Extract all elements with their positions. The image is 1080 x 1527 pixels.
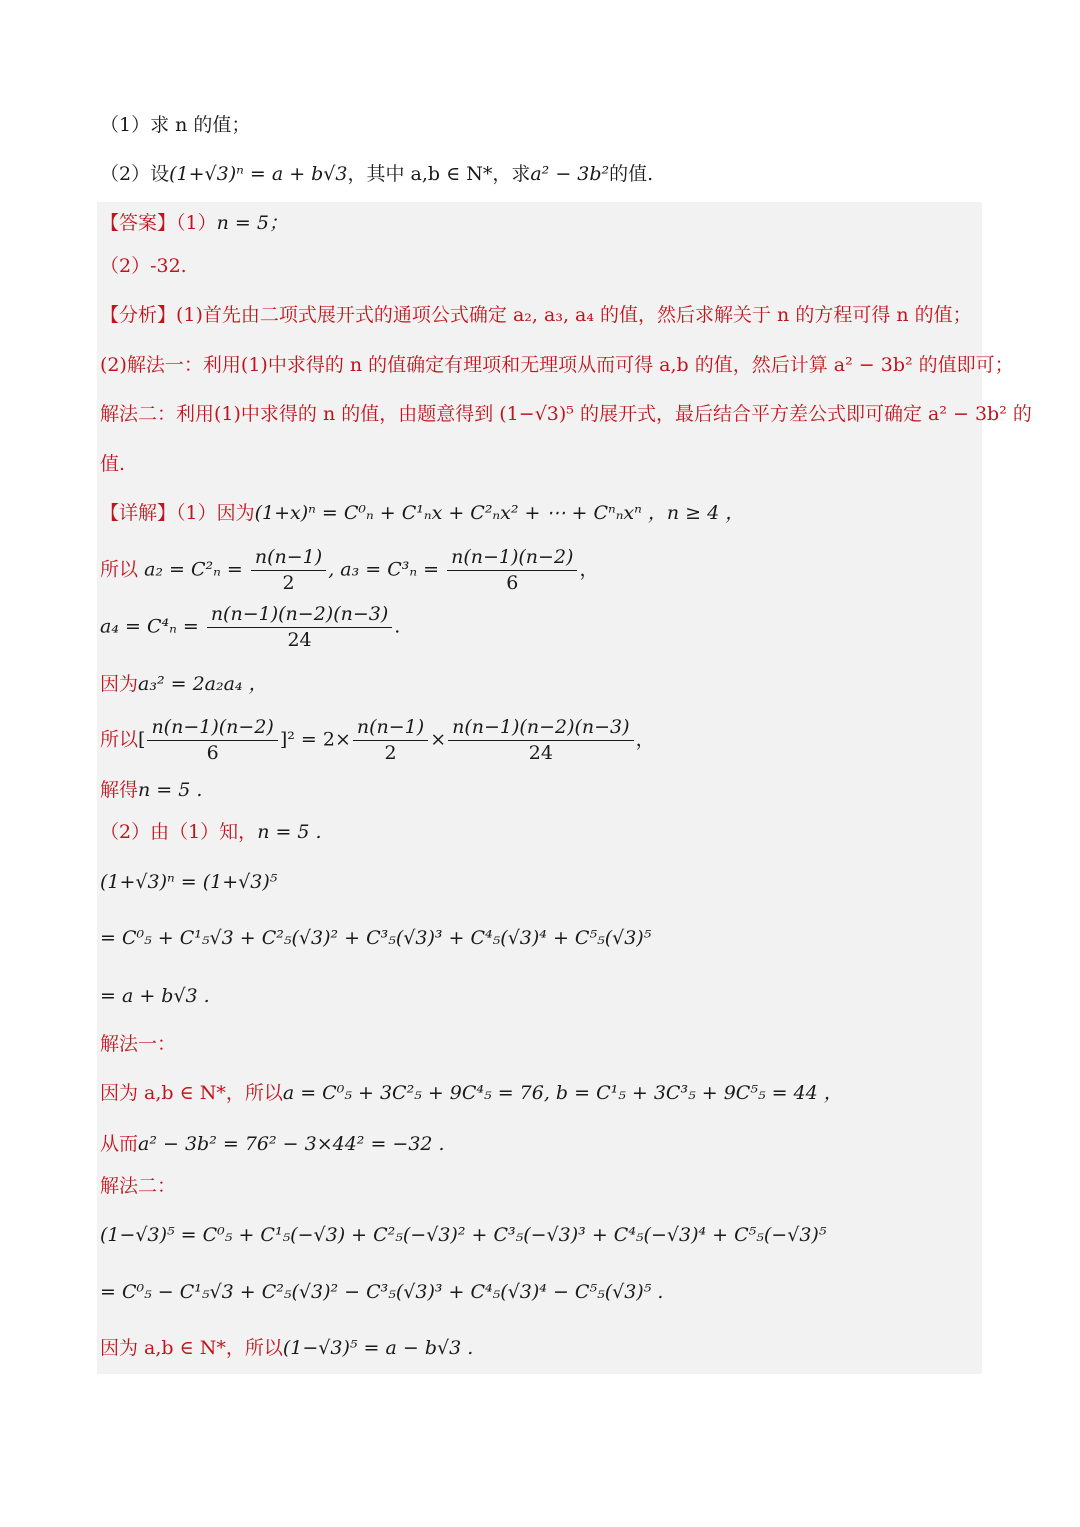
detail-line-9: = C⁰₅ + C¹₅√3 + C²₅(√3)² + C³₅(√3)³ + C⁴₅(√3)⁴ + C⁵₅(√3)⁵ [100,927,652,949]
detail-line-7: （2）由（1）知，n = 5 . [100,821,322,843]
fraction: $\frac{n(n-1)(n-2)(n-3)}{24}$ [207,603,392,652]
analysis-line-2: (2)解法一：利用(1)中求得的 n 的值确定有理项和无理项从而可得 a,b 的值，然后计算 a² − 3b² 的值即可； [100,354,1014,376]
method-2-title: 解法二： [100,1175,177,1197]
method-2-line-2: = C⁰₅ − C¹₅√3 + C²₅(√3)² − C³₅(√3)³ + C⁴₅(√3)⁴ − C⁵₅(√3)⁵ . [100,1281,664,1303]
detail-line-5: 所以[ $\frac{n(n-1)(n-2)}{6}$ ]² = 2× $\frac{n(n-1)}{2}$ × $\frac{n(n-1)(n-2)(n-3)}{24}$ ， [100,716,655,764]
fraction: $\frac{n(n-1)(n-2)(n-3)}{24}$ [448,716,633,765]
detail-line-6: 解得n = 5 . [100,779,203,801]
fraction: $\frac{n(n-1)}{2}$ [251,546,326,595]
method-2-line-3: 因为 a,b ∈ N*，所以(1−√3)⁵ = a − b√3 . [100,1337,474,1359]
detail-line-10: = a + b√3 . [100,985,210,1007]
solution-panel [97,202,982,1374]
analysis-line-3: 解法二：利用(1)中求得的 n 的值，由题意得到 (1−√3)⁵ 的展开式，最后结合平方差公式即可确定 a² − 3b² 的 [100,403,1032,425]
question-part2: （2）设(1+√3)ⁿ = a + b√3，其中 a,b ∈ N*，求a² − 3b²的值. [100,163,654,185]
analysis-line-4: 值. [100,453,126,475]
detail-line-8: (1+√3)ⁿ = (1+√3)⁵ [100,871,278,893]
detail-line-1: 【详解】（1）因为(1+x)ⁿ = C⁰ₙ + C¹ₙx + C²ₙx² + ⋯ + Cⁿₙxⁿ ，n ≥ 4 ， [100,502,745,524]
detail-line-2: 所以 a₂ = C²ₙ = $\frac{n(n-1)}{2}$ , a₃ = C³ₙ = $\frac{n(n-1)(n-2)}{6}$ ， [100,546,599,594]
method-1-line-2: 从而a² − 3b² = 76² − 3×44² = −32 . [100,1133,445,1155]
answer-line-2: （2）-32. [100,255,187,277]
method-1-line-1: 因为 a,b ∈ N*，所以a = C⁰₅ + 3C²₅ + 9C⁴₅ = 76, b = C¹₅ + 3C³₅ + 9C⁵₅ = 44 ， [100,1082,843,1104]
method-1-title: 解法一： [100,1033,177,1055]
question-part1: （1）求 n 的值； [100,114,251,136]
analysis-line-1: 【分析】(1)首先由二项式展开式的通项公式确定 a₂, a₃, a₄ 的值，然后求解关于 n 的方程可得 n 的值； [100,304,972,326]
fraction: $\frac{n(n-1)(n-2)}{6}$ [447,546,577,595]
answer-line-1: 【答案】（1）n = 5； [100,212,288,234]
fraction: $\frac{n(n-1)(n-2)}{6}$ [147,716,277,765]
fraction: $\frac{n(n-1)}{2}$ [353,716,428,765]
detail-line-4: 因为a₃² = 2a₂a₄ ， [100,673,268,695]
method-2-line-1: (1−√3)⁵ = C⁰₅ + C¹₅(−√3) + C²₅(−√3)² + C³₅(−√3)³ + C⁴₅(−√3)⁴ + C⁵₅(−√3)⁵ [100,1224,827,1246]
detail-line-3: a₄ = C⁴ₙ = $\frac{n(n-1)(n-2)(n-3)}{24}$ . [100,603,401,651]
